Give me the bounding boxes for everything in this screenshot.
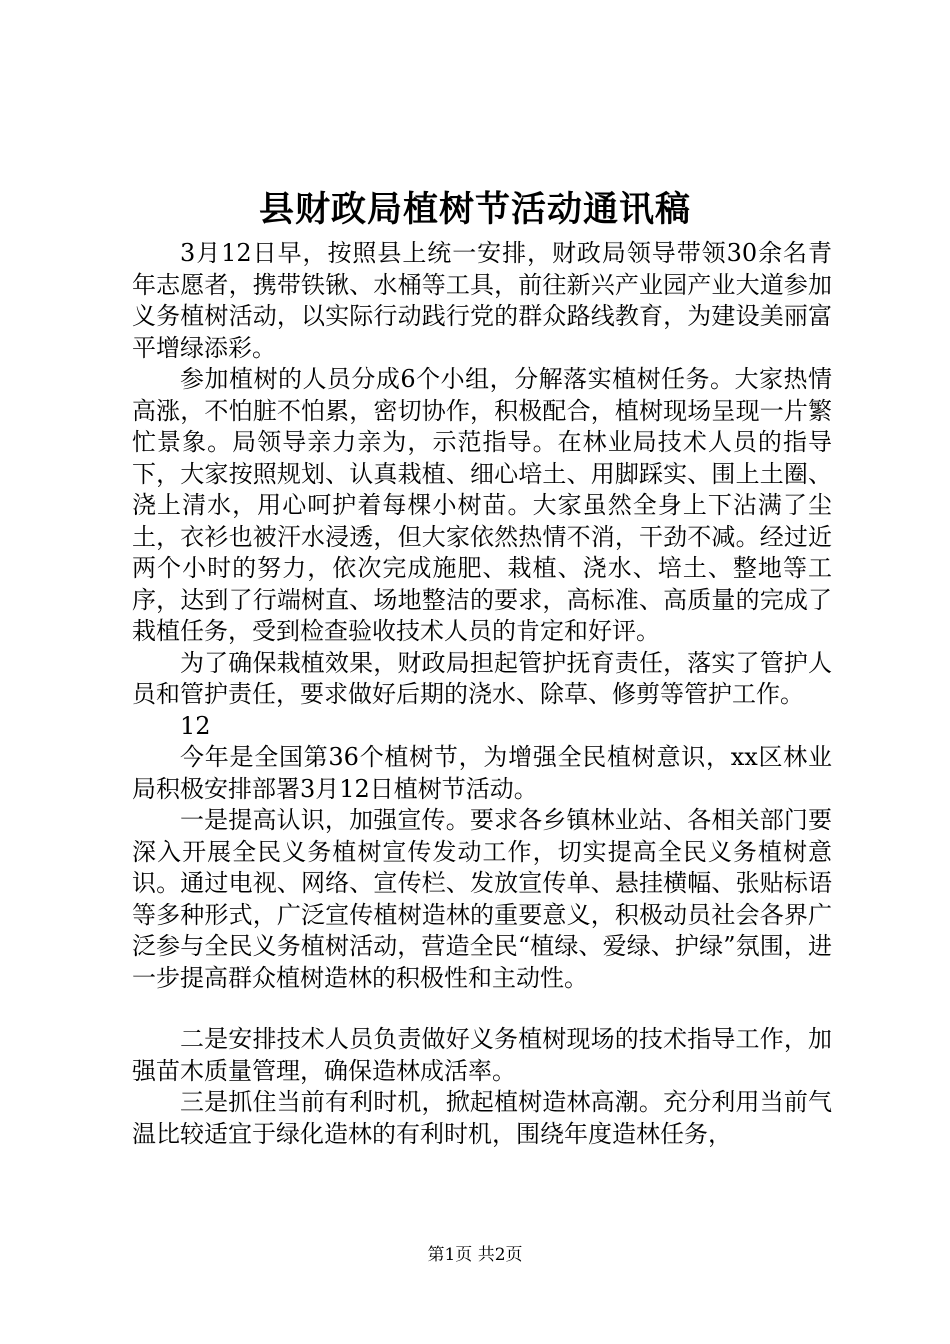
paragraph-4: 12 bbox=[180, 711, 211, 740]
document-title: 县财政局植树节活动通讯稿 bbox=[258, 189, 691, 230]
paragraph-3: 为了确保栽植效果，财政局担起管护抚育责任，落实了管护人员和管护责任，要求做好后期的浇水、除草、修剪等管护工作。 bbox=[132, 648, 832, 708]
paragraph-6: 一是提高认识，加强宣传。要求各乡镇林业站、各相关部门要深入开展全民义务植树宣传发动工作，切实提高全民义务植树意识。通过电视、网络、宣传栏、发放宣传单、悬挂横幅、张贴标语等多种形式，广泛宣传植树造林的重要意义，积极动员社会各界广泛参与全民义务植树活动，营造全民“植绿、爱绿、护绿”氛围，进一步提高群众植树造林的积极性和主动性。 bbox=[132, 806, 832, 992]
paragraph-2: 参加植树的人员分成6个小组，分解落实植树任务。大家热情高涨，不怕脏不怕累，密切协作，积极配合，植树现场呈现一片繁忙景象。局领导亲力亲为，示范指导。在林业局技术人员的指导下，大家按照规划、认真栽植、细心培土、用脚踩实、围上土圈、浇上清水，用心呵护着每棵小树苗。大家虽然全身上下沾满了尘土，衣衫也被汗水浸透，但大家依然热情不消，干劲不减。经过近两个小时的努力，依次完成施肥、栽植、浇水、培土、整地等工序，达到了行端树直、场地整洁的要求，高标准、高质量的完成了栽植任务，受到检查验收技术人员的肯定和好评。 bbox=[132, 365, 832, 645]
page-footer: 第1页 共2页 bbox=[427, 1245, 523, 1265]
paragraph-1: 3月12日早，按照县上统一安排，财政局领导带领30余名青年志愿者，携带铁锹、水桶等工具，前往新兴产业园产业大道参加义务植树活动，以实际行动践行党的群众路线教育，为建设美丽富平增绿添彩。 bbox=[132, 239, 832, 362]
paragraph-8: 三是抓住当前有利时机，掀起植树造林高潮。充分利用当前气温比较适宜于绿化造林的有利时机，围绕年度造林任务， bbox=[132, 1088, 832, 1148]
paragraph-7: 二是安排技术人员负责做好义务植树现场的技术指导工作，加强苗木质量管理，确保造林成活率。 bbox=[132, 1025, 832, 1085]
paragraph-5: 今年是全国第36个植树节，为增强全民植树意识，xx区林业局积极安排部署3月12日植树节活动。 bbox=[132, 743, 832, 803]
document-body bbox=[132, 238, 832, 1150]
